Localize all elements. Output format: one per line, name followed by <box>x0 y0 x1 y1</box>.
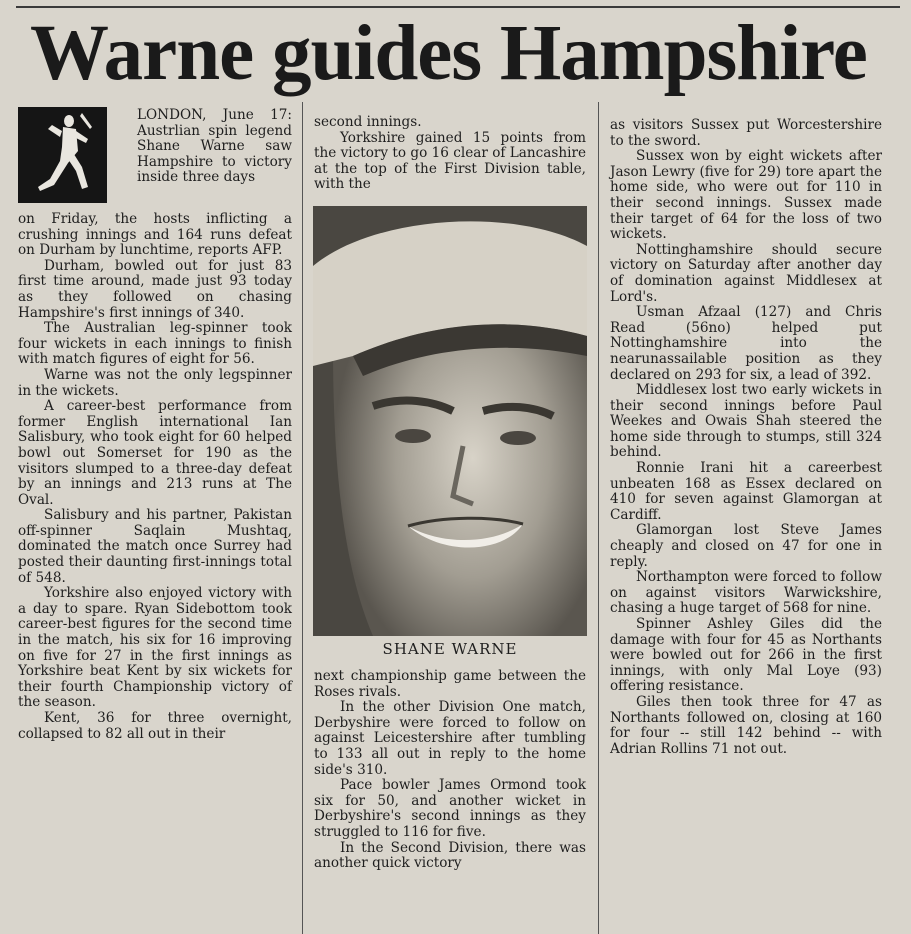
article-column-2-top <box>314 115 586 193</box>
article-paragraph: as visitors Sussex put Worcestershire to the sword. <box>610 117 882 149</box>
article-paragraph: on Friday, the hosts inflicting a crushing innings and 164 runs defeat on Durham by lunchtime, reports AFP. <box>18 211 292 259</box>
article-column-1 <box>18 212 292 742</box>
article-paragraph: Sussex won by eight wickets after Jason Lewry (five for 29) tore apart the home side, who were out for 110 in their second innings. Sussex made their target of 64 for the loss of two wickets. <box>610 148 882 243</box>
column-divider-2 <box>598 102 599 934</box>
article-paragraph: Giles then took three for 47 as Northants followed on, closing at 160 for four -- still 142 behind -- with Adrian Rollins 71 not out. <box>610 693 882 757</box>
article-column-2-bottom <box>314 669 586 872</box>
photo-caption: SHANE WARNE <box>382 640 518 658</box>
article-paragraph: Warne was not the only legspinner in the wickets. <box>18 366 292 399</box>
article-paragraph: Nottinghamshire should secure victory on Saturday after another day of domination against Middlesex at Lord's. <box>610 241 882 305</box>
article-paragraph: Salisbury and his partner, Pakistan off-spinner Saqlain Mushtaq, dominated the match once Surrey had posted their daunting first-innings total of 548. <box>18 507 292 586</box>
article-paragraph: Usman Afzaal (127) and Chris Read (56no) helped put Nottinghamshire into the nearunassailable position as they declared on 293 for six, a lead of 392. <box>610 304 882 383</box>
article-paragraph: In the other Division One match, Derbyshire were forced to follow on against Leicestershire after tumbling to 133 all out in reply to the home side's 310. <box>314 699 586 778</box>
article-paragraph: Spinner Ashley Giles did the damage with four for 45 as Northants were bowled out for 266 in the first innings, with only Mal Loye (93) offering resistance. <box>610 616 882 695</box>
article-paragraph: Kent, 36 for three overnight, collapsed to 82 all out in their <box>18 710 292 742</box>
article-paragraph: Pace bowler James Ormond took six for 50, and another wicket in Derbyshire's second innings as they struggled to 116 for five. <box>314 777 586 840</box>
article-paragraph: second innings. <box>314 114 422 130</box>
article-paragraph: Ronnie Irani hit a careerbest unbeaten 168 as Essex declared on 410 for seven against Glamorgan at Cardiff. <box>610 460 882 523</box>
article-paragraph: Northampton were forced to follow on against visitors Warwickshire, chasing a huge target of 568 for nine. <box>610 569 882 617</box>
cricket-logo-icon <box>18 107 107 203</box>
headline: Warne guides Hampshire <box>30 10 867 97</box>
article-intro-column <box>137 108 292 186</box>
article-paragraph: In the Second Division, there was another quick victory <box>314 839 586 872</box>
article-paragraph: LONDON, June 17: Austrlian spin legend Shane Warne saw Hampshire to victory inside three days <box>137 107 292 186</box>
article-paragraph: next championship game between the Roses rivals. <box>314 668 586 700</box>
article-paragraph: The Australian leg-spinner took four wickets in each innings to finish with match figures of eight for 56. <box>18 320 292 368</box>
article-paragraph: Yorkshire also enjoyed victory with a day to spare. Ryan Sidebottom took career-best figures for the second time in the match, his six for 16 improving on five for 27 in the first innings as Yorkshire beat Kent by six wickets for their fourth Championship victory of the season. <box>18 585 292 711</box>
article-column-3 <box>610 118 882 757</box>
shane-warne-photo <box>313 206 587 636</box>
article-paragraph: Yorkshire gained 15 points from the victory to go 16 clear of Lancashire at the top of the First Division table, with the <box>314 129 586 193</box>
article-paragraph: Middlesex lost two early wickets in their second innings before Paul Weekes and Owais Shah steered the home side through to stumps, still 324 behind. <box>610 382 882 461</box>
article-paragraph: Glamorgan lost Steve James cheaply and closed on 47 for one in reply. <box>610 522 882 570</box>
column-divider-1 <box>302 102 303 934</box>
article-paragraph: Durham, bowled out for just 83 first time around, made just 93 today as they followed on chasing Hampshire's first innings of 340. <box>18 257 292 321</box>
article-paragraph: A career-best performance from former English international Ian Salisbury, who took eight for 60 helped bowl out Somerset for 190 as the visitors slumped to a three-day defeat by an innings and 213 runs at The Oval. <box>18 398 292 508</box>
